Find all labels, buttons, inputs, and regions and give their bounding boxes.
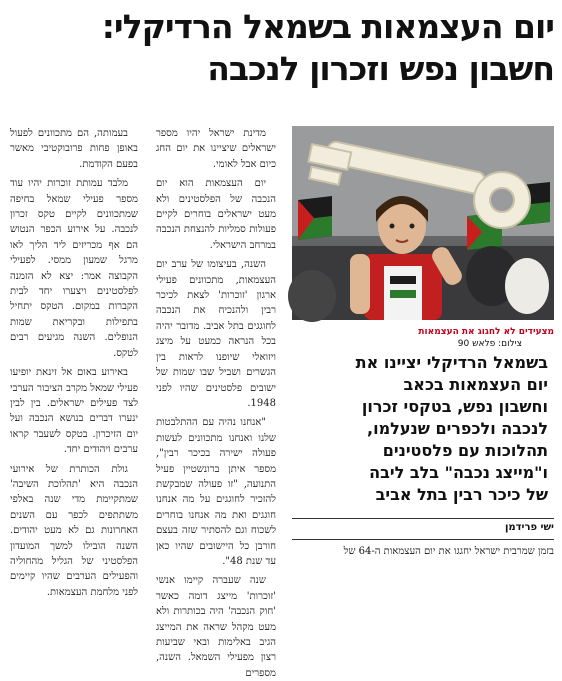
paragraph: מדינת ישראל יהיו מספר ישראלים שיציינו את יום החג כיום אבל לאומי.: [156, 128, 276, 170]
paragraph: "אנחנו נהיה עם ההתלבטות שלנו ואנחנו מתכוונים לעשות פעולה ישירה בכיכר רבין", מספר איתן ברונשטיין פעיל התנועה, "זו פעולה שמבקשת להזכיר לחוגגים על מה אנחנו חוגגים ואת מה אנחנו בוחרים לשכוח וגם להסתיר שזה בעצם חורבן כל היישובים שהיו כאן עד שנת 48".: [156, 417, 276, 567]
article-column-right: [156, 126, 276, 679]
byline-divider-top: [292, 518, 554, 519]
photo-caption: [292, 326, 554, 350]
paragraph: באירוע באום אל זינאת יופיעו פעילי שמאל מקרב הציבור הערבי לצד פעילים ישראלים. בין לבין ינערו דברים בנושא הנכבה ועל יום הזיכרון. בטקס לשעבר קראו ערבים ויהודים יחד.: [10, 367, 138, 456]
byline: [292, 520, 554, 535]
paragraph: גולת הכותרת של אירועי הנכבה היא 'תהלוכת השיבה' שמתקיימת מדי שנה באלפי משתתפים לכפר עם השנים האחרונות גם לא מעט יהודים. השנה הובילו למשך המועדון הפלסטיני של הגליל מהחוליה והפעילים הערבים שהיו קיימים לפני מלחמת העצמאות.: [10, 463, 138, 598]
byline-divider-bottom: [292, 539, 554, 540]
article-column-left: [10, 126, 138, 598]
paragraph: מלבד עמותת זוכרות יהיו עוד מספר פעילי שמאל בחיפה שמתכוונים לקיים טקס זכרון לנכבה. על אירוע הכפר הנטוש הם אף מכריזים ליד הליך לאו מרגל שמעון ממסי. לפעילי הקבוצה אמר: יצא לא הזמנה לפלסטינים ויצערו יחד לבית הקברות במקום. הטקס יתחיל בתפילות ובקריאת שמות הנופלים. השנה מגיעים רבים לטקס.: [10, 178, 138, 359]
paragraph: בעמותה, הם מתכוונים לפעול באופן פחות פרובוקטיבי מאשר בפעם הקודמת.: [10, 128, 138, 170]
caption-credit: צילום: פלאש 90: [457, 339, 522, 349]
pull-quote: [352, 352, 554, 506]
caption-headline: מצעידים לא לחגוג את העצמאות: [418, 327, 554, 337]
author-name: ישי פרידמן: [504, 522, 554, 533]
paragraph: שנה שעברה קיימו אנשי 'זוכרות' מייצג דומה כאשר 'חוק הנכבה' היה בכותרות ולא מעט מקהל שראה את המייצג הגיב באלימות ובאי שביעות רצון מפעילי השמאל. השנה, מספרים: [156, 575, 276, 679]
article-lead-paragraph: [292, 544, 554, 559]
paragraph: השנה, בעיצומו של ערב יום העצמאות, מתכוונים פעילי ארגון 'זוכרות' לצאת לכיכר רבין ולהנכיח את הנכבה לחוגגים בתל אביב. מדובר יהיה בכל הנראה כמעט על מיצג ויזואלי שיופנו לראות בין הגשרים ושביל שבו שמות של ישובים פלסטינים שהיו לפני 1948.: [156, 259, 276, 409]
pull-quote-text: בשמאל הרדיקלי יציינו את יום העצמאות בכאב וחשבון נפש, בטקסי זכרון לנכבה ולכפרים שנעלמו, תהלוכות עם פלסטינים ו"מייצג נכבה" בלב ליבה של כיכר רבין בתל אביב: [355, 353, 548, 504]
headline-line-2: חשבון נפש וזכרון לנכבה: [207, 49, 554, 88]
article-photo: [292, 126, 554, 320]
headline: [8, 6, 554, 90]
paragraph: בזמן שמרבית ישראל יחגגו את יום העצמאות ה-64 של: [343, 546, 554, 557]
paragraph: יום העצמאות הוא יום הנכבה של הפלסטינים ולא מעט ישראלים בוחרים לקיים פעולות סמליות להנצחת הנכבה במרחב הישראלי.: [156, 178, 276, 251]
headline-line-1: יום העצמאות בשמאל הרדיקלי:: [101, 7, 554, 46]
